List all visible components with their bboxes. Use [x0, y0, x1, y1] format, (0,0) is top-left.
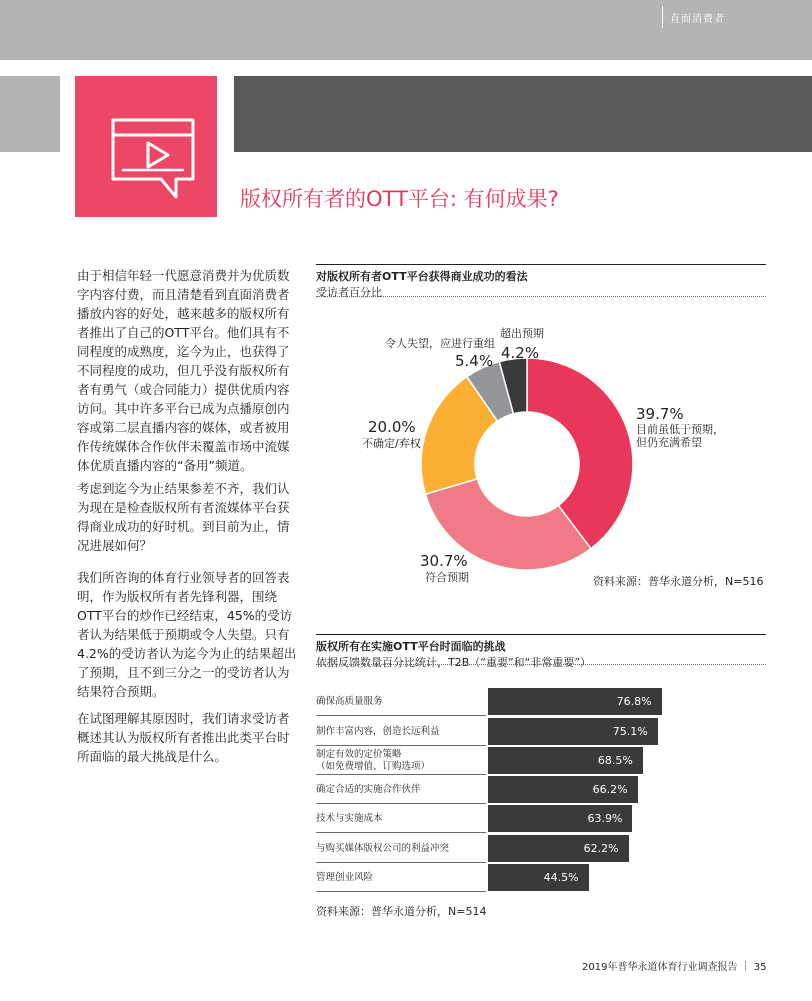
label-disappointed: 令人失望，应进行重组 — [385, 337, 495, 350]
pct-met: 30.7% — [420, 552, 468, 570]
bar-value: 66.2% — [592, 783, 628, 796]
label-unsure: 不确定/弃权 — [362, 437, 421, 450]
bar — [488, 805, 632, 832]
body-paragraph: 在试图理解其原因时，我们请求受访者概述其认为版权所有者推出此类平台时所面临的最大挑战是什么。 — [77, 711, 290, 764]
pct-disappointed: 5.4% — [455, 352, 494, 370]
label-below-line2: 但仍充满希望 — [636, 436, 702, 449]
bar — [488, 718, 658, 745]
bar — [488, 835, 629, 862]
bar-value: 75.1% — [612, 725, 648, 738]
chart-rule — [316, 664, 766, 665]
donut-chart-title: 对版权所有者OTT平台获得商业成功的看法 — [316, 270, 528, 283]
bar-row — [316, 835, 486, 863]
bar-row — [316, 805, 486, 833]
bar-label: 技术与实施成本 — [316, 813, 383, 824]
bar-label: 制定有效的定价策略 — [316, 749, 402, 760]
label-met: 符合预期 — [425, 571, 469, 584]
pct-below: 39.7% — [636, 405, 684, 423]
bar-value: 63.9% — [587, 812, 623, 825]
bar-label: 管理创业风险 — [316, 872, 374, 883]
bar — [488, 864, 589, 891]
bar-value: 44.5% — [543, 871, 579, 884]
bar — [488, 688, 662, 715]
bar-row — [316, 718, 486, 746]
bar — [488, 776, 638, 803]
bar-value: 62.2% — [583, 842, 619, 855]
body-paragraph: 我们所咨询的体育行业领导者的回答表明，作为版权所有者先锋利器，围绕OTT平台的炒作已经结束，45%的受访者认为结果低于预期或令人失望。只有4.2%的受访者认为迄今为止的结果超出了预期，且不到三分之一的受访者认为结果符合预期。 — [77, 570, 297, 699]
body-paragraph: 考虑到迄今为止结果参差不齐，我们认为现在是检查版权所有者流媒体平台获得商业成功的好时机。到目前为止，情况进展如何？ — [77, 481, 290, 553]
pct-unsure: 20.0% — [368, 418, 416, 436]
bar-label: 确保高质量服务 — [316, 696, 383, 707]
page-footer: 2019年普华永道体育行业调查报告 ｜ 35 — [582, 962, 767, 973]
pct-exceeded: 4.2% — [501, 344, 540, 362]
bar-label: 确定合适的实施合作伙伴 — [316, 784, 421, 795]
bar-label: 与购买媒体版权公司的利益冲突 — [316, 843, 450, 854]
bar-row — [316, 864, 486, 892]
bar-row — [316, 747, 486, 775]
bar-value: 76.8% — [616, 695, 652, 708]
bar-chart-title: 版权所有在实施OTT平台时面临的挑战 — [316, 640, 506, 653]
bar-chart-subtitle: 依据反馈数量百分比统计，T2B（“重要”和“非常重要”） — [316, 656, 592, 669]
bar — [488, 747, 643, 774]
donut-source: 资料来源：普华永道分析，N=516 — [593, 575, 764, 588]
section-label: 直面消费者 — [670, 14, 725, 25]
bar-label: 制作丰富内容，创造长远利益 — [316, 726, 440, 737]
label-below-line1: 目前虽低于预期， — [636, 423, 724, 436]
donut-slices — [421, 358, 633, 570]
page-title: 版权所有者的OTT平台: 有何成果? — [240, 187, 559, 211]
bar-row — [316, 776, 486, 804]
bar-row — [316, 688, 486, 716]
donut-chart-subtitle: 受访者百分比 — [316, 286, 382, 299]
label-exceeded: 超出预期 — [500, 327, 544, 340]
bar-source: 资料来源：普华永道分析，N=514 — [316, 905, 487, 918]
body-paragraph: 由于相信年轻一代愿意消费并为优质数字内容付费，而且清楚看到直面消费者播放内容的好处，越来越多的版权所有者推出了自己的OTT平台。他们具有不同程度的成熟度，迄今为止，也获得了不同程度的成功，但几乎没有版权所有者有勇气（或合同能力）提供优质内容访问。其中许多平台已成为点播原创内容或第二层直播内容的媒体，或者被用作传统媒体合作伙伴未覆盖市场中流媒体优质直播内容的“备用”频道。 — [77, 268, 290, 473]
bar-label-line2: （如免费增值、订购选项） — [316, 761, 431, 772]
bar-value: 68.5% — [597, 754, 633, 767]
